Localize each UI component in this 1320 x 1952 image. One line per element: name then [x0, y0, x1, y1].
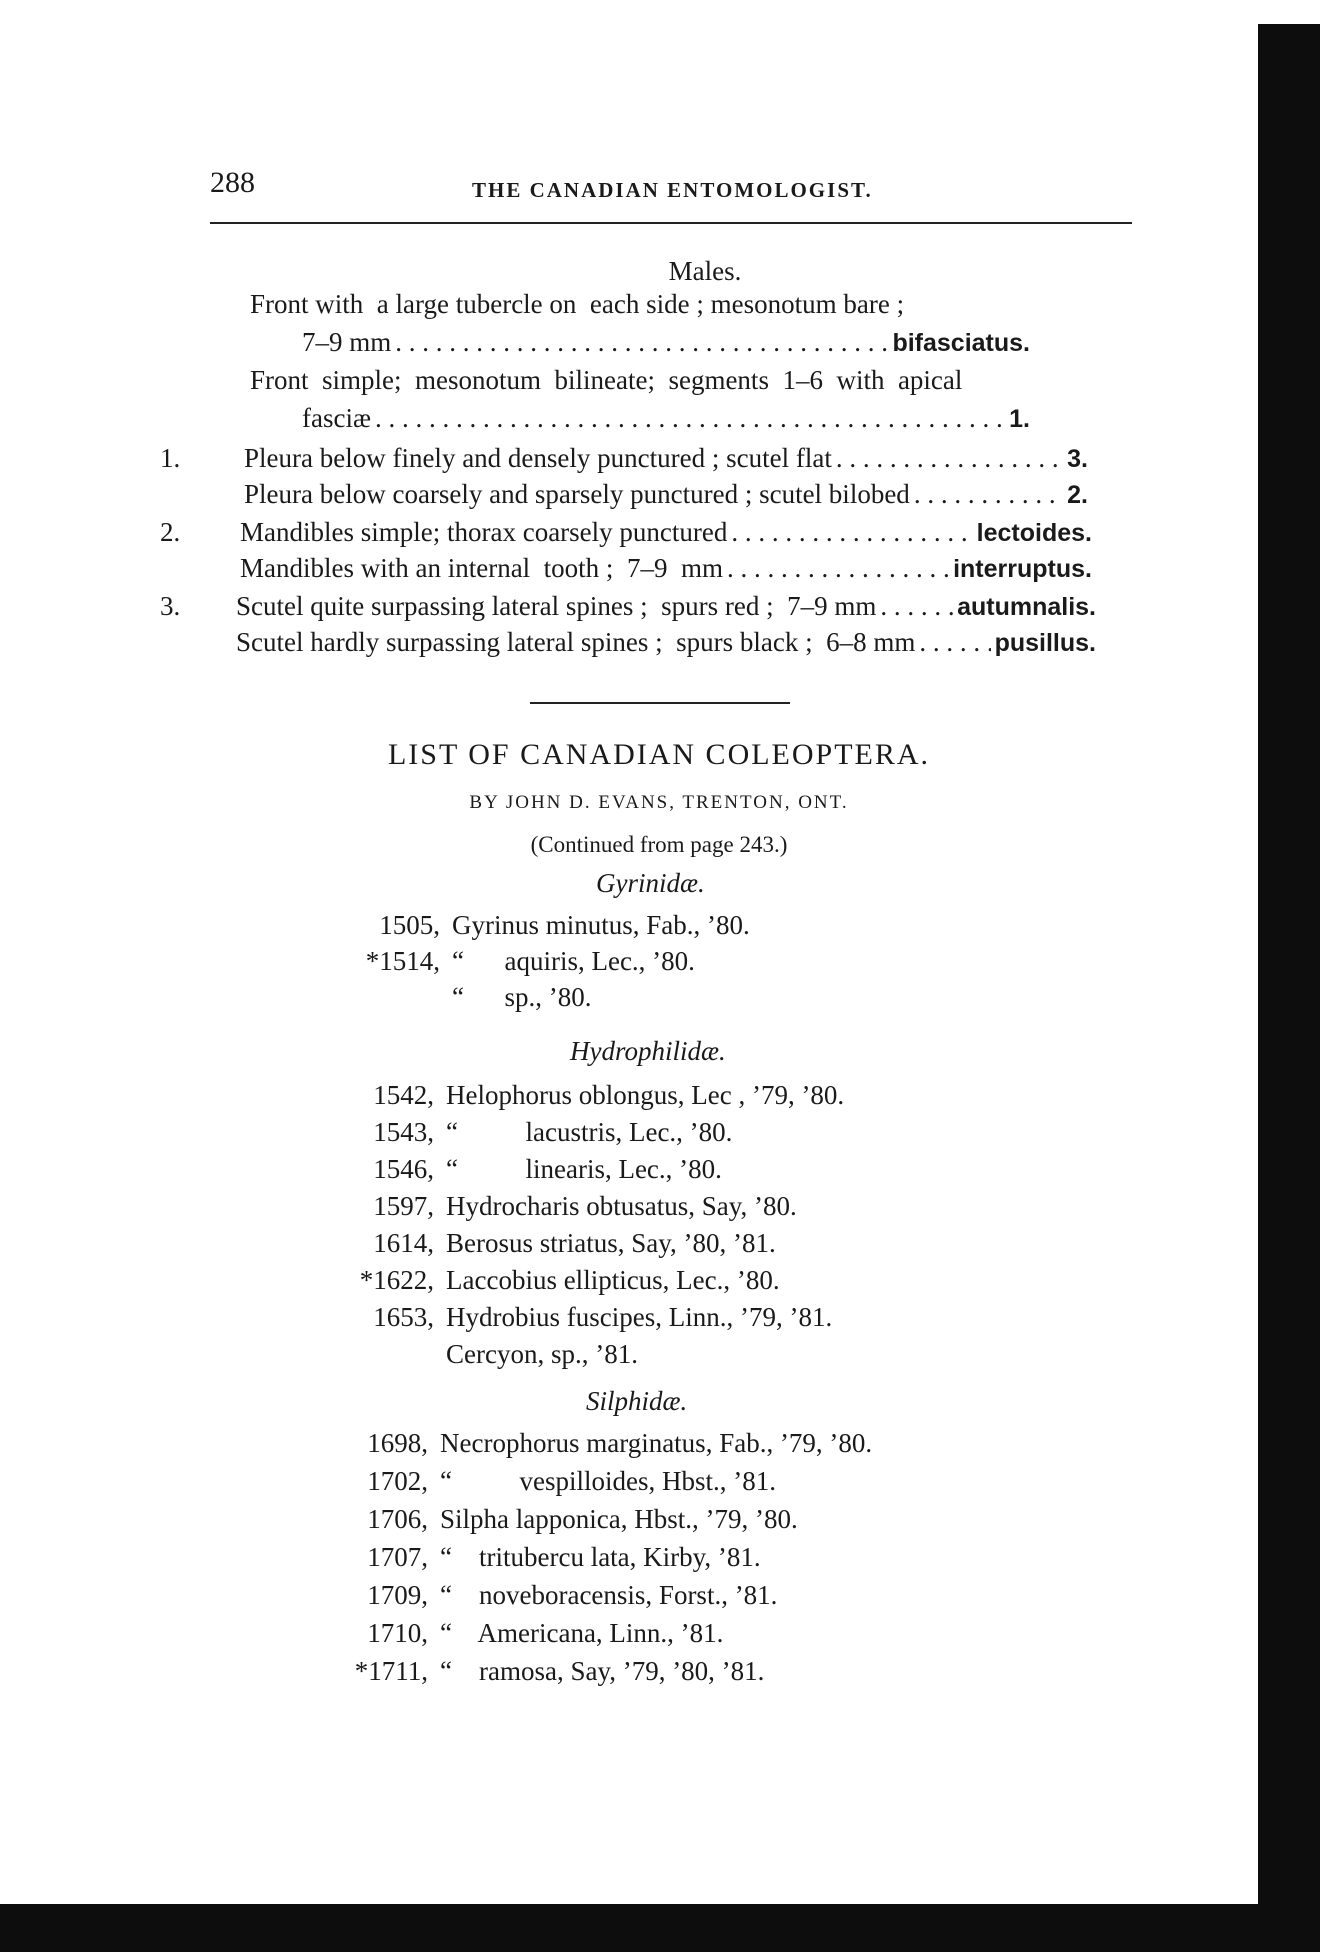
species-entry	[0, 1117, 1200, 1153]
species-entry	[0, 1154, 1200, 1190]
species-entry	[0, 1542, 1200, 1578]
species-entry	[0, 982, 1200, 1018]
species-name: “ vespilloides, Hbst., ’81.	[440, 1466, 776, 1496]
species-name: Hydrobius fuscipes, Linn., ’79, ’81.	[446, 1302, 833, 1332]
key-row	[200, 324, 1132, 360]
species-entry	[0, 1580, 1200, 1616]
scan-edge-bottom	[0, 1904, 1320, 1952]
key-row-text	[250, 286, 1060, 322]
key-row-text	[250, 362, 1082, 398]
species-entry	[0, 1618, 1200, 1654]
leader-dots	[836, 440, 1063, 476]
key-row-description: fasciæ	[302, 403, 371, 433]
species-number: 1542,	[373, 1080, 434, 1110]
scan-edge-right	[1258, 24, 1320, 1952]
species-number: 1597,	[373, 1191, 434, 1221]
leader-dots	[727, 550, 949, 586]
species-entry	[0, 946, 1200, 982]
species-number: 1706,	[367, 1504, 428, 1534]
key-row-description: Scutel hardly surpassing lateral spines ; spurs black ; 6–8 mm	[236, 627, 916, 657]
species-entry	[0, 1466, 1200, 1502]
key-row-text	[244, 440, 1088, 477]
species-entry	[0, 1302, 1200, 1338]
running-title: THE CANADIAN ENTOMOLOGIST.	[472, 178, 873, 202]
species-number: 1546,	[373, 1154, 434, 1184]
species-name: Berosus striatus, Say, ’80, ’81.	[446, 1228, 776, 1258]
species-entry	[0, 1428, 1200, 1464]
key-row	[160, 514, 1132, 550]
species-name: Hydrocharis obtusatus, Say, ’80.	[446, 1191, 797, 1221]
species-number: 1653,	[373, 1302, 434, 1332]
key-row-result: pusillus.	[994, 629, 1096, 657]
key-row-number: 2.	[160, 517, 181, 547]
key-row-description: Scutel quite surpassing lateral spines ; spurs red ; 7–9 mm	[236, 591, 877, 621]
key-row	[200, 286, 1132, 322]
key-row-result: autumnalis.	[957, 593, 1096, 621]
species-name: Cercyon, sp., ’81.	[446, 1339, 638, 1369]
page-header	[210, 160, 1130, 210]
key-row-description: Front with a large tubercle on each side ; mesonotum bare ;	[250, 289, 905, 319]
species-name: “ noveboracensis, Forst., ’81.	[440, 1580, 778, 1610]
leader-dots	[395, 324, 888, 360]
key-row-number: 3.	[160, 591, 181, 621]
byline: BY JOHN D. EVANS, TRENTON, ONT.	[469, 792, 849, 813]
key-row-result: bifasciatus.	[892, 329, 1030, 357]
key-row-text	[244, 476, 1088, 513]
key-row-description: Mandibles with an internal tooth ; 7–9 mm	[240, 553, 723, 583]
species-entry	[0, 1080, 1200, 1116]
key-row-result: 2.	[1067, 481, 1088, 509]
leader-dots	[375, 400, 1005, 436]
species-number: *1622,	[359, 1265, 434, 1295]
species-name: “ tritubercu lata, Kirby, ’81.	[440, 1542, 761, 1572]
species-name: Helophorus oblongus, Lec , ’79, ’80.	[446, 1080, 845, 1110]
species-entry	[0, 1656, 1200, 1692]
species-number: *1514,	[365, 946, 440, 976]
key-row-text	[240, 514, 1092, 551]
key-row-description: 7–9 mm	[302, 327, 392, 357]
species-name: “ lacustris, Lec., ’80.	[446, 1117, 733, 1147]
species-number: 1543,	[373, 1117, 434, 1147]
species-entry	[0, 1504, 1200, 1540]
continued-note: (Continued from page 243.)	[530, 832, 788, 857]
species-entry	[0, 1228, 1200, 1264]
key-row	[200, 400, 1132, 436]
species-entry	[0, 1191, 1200, 1227]
species-number: 1707,	[367, 1542, 428, 1572]
key-row-text	[236, 624, 1096, 661]
key-row-text	[302, 324, 1030, 361]
family-heading: Gyrinidæ.	[596, 868, 705, 898]
key-row	[160, 440, 1132, 476]
species-name: “ ramosa, Say, ’79, ’80, ’81.	[440, 1656, 765, 1686]
species-name: “ Americana, Linn., ’81.	[440, 1618, 724, 1648]
key-row	[200, 550, 1132, 586]
species-number: 1710,	[367, 1618, 428, 1648]
key-row-description: Pleura below coarsely and sparsely punctured ; scutel bilobed	[244, 479, 910, 509]
identification-key	[160, 286, 1132, 666]
leader-dots	[914, 476, 1063, 512]
species-name: Laccobius ellipticus, Lec., ’80.	[446, 1265, 780, 1295]
species-name: Necrophorus marginatus, Fab., ’79, ’80.	[440, 1428, 873, 1458]
page-number: 288	[210, 166, 255, 199]
key-row	[200, 362, 1132, 398]
list-title: LIST OF CANADIAN COLEOPTERA.	[387, 738, 931, 771]
family-heading: Hydrophilidæ.	[570, 1036, 726, 1066]
species-name: “ sp., ’80.	[452, 982, 592, 1012]
key-row-text	[236, 588, 1096, 625]
key-row-text	[240, 550, 1092, 587]
key-row-description: Pleura below finely and densely punctured ; scutel flat	[244, 443, 832, 473]
section-divider	[530, 702, 790, 704]
species-name: “ aquiris, Lec., ’80.	[452, 946, 695, 976]
species-entry	[0, 1265, 1200, 1301]
key-row-number: 1.	[160, 443, 181, 473]
key-row-text	[302, 400, 1030, 437]
key-row-result: interruptus.	[953, 555, 1092, 583]
key-row	[200, 624, 1132, 660]
key-row-result: lectoides.	[976, 519, 1092, 547]
species-name: “ linearis, Lec., ’80.	[446, 1154, 722, 1184]
species-name: Gyrinus minutus, Fab., ’80.	[452, 910, 750, 940]
species-number: 1702,	[367, 1466, 428, 1496]
key-row	[160, 588, 1132, 624]
family-heading: Silphidæ.	[586, 1386, 688, 1416]
key-row	[200, 476, 1132, 512]
key-row-description: Front simple; mesonotum bilineate; segments 1–6 with apical	[250, 365, 963, 395]
species-number: *1711,	[354, 1656, 428, 1686]
leader-dots	[919, 624, 990, 660]
species-number: 1709,	[367, 1580, 428, 1610]
key-row-result: 1.	[1009, 405, 1030, 433]
leader-dots	[731, 514, 972, 550]
key-heading: Males.	[668, 256, 742, 286]
header-rule	[210, 222, 1132, 224]
species-number: 1698,	[367, 1428, 428, 1458]
species-number: 1614,	[373, 1228, 434, 1258]
key-row-result: 3.	[1067, 445, 1088, 473]
species-entry	[0, 1339, 1200, 1375]
species-entry	[0, 910, 1200, 946]
leader-dots	[880, 588, 953, 624]
species-number: 1505,	[379, 910, 440, 940]
key-row-description: Mandibles simple; thorax coarsely punctured	[240, 517, 728, 547]
species-name: Silpha lapponica, Hbst., ’79, ’80.	[440, 1504, 798, 1534]
